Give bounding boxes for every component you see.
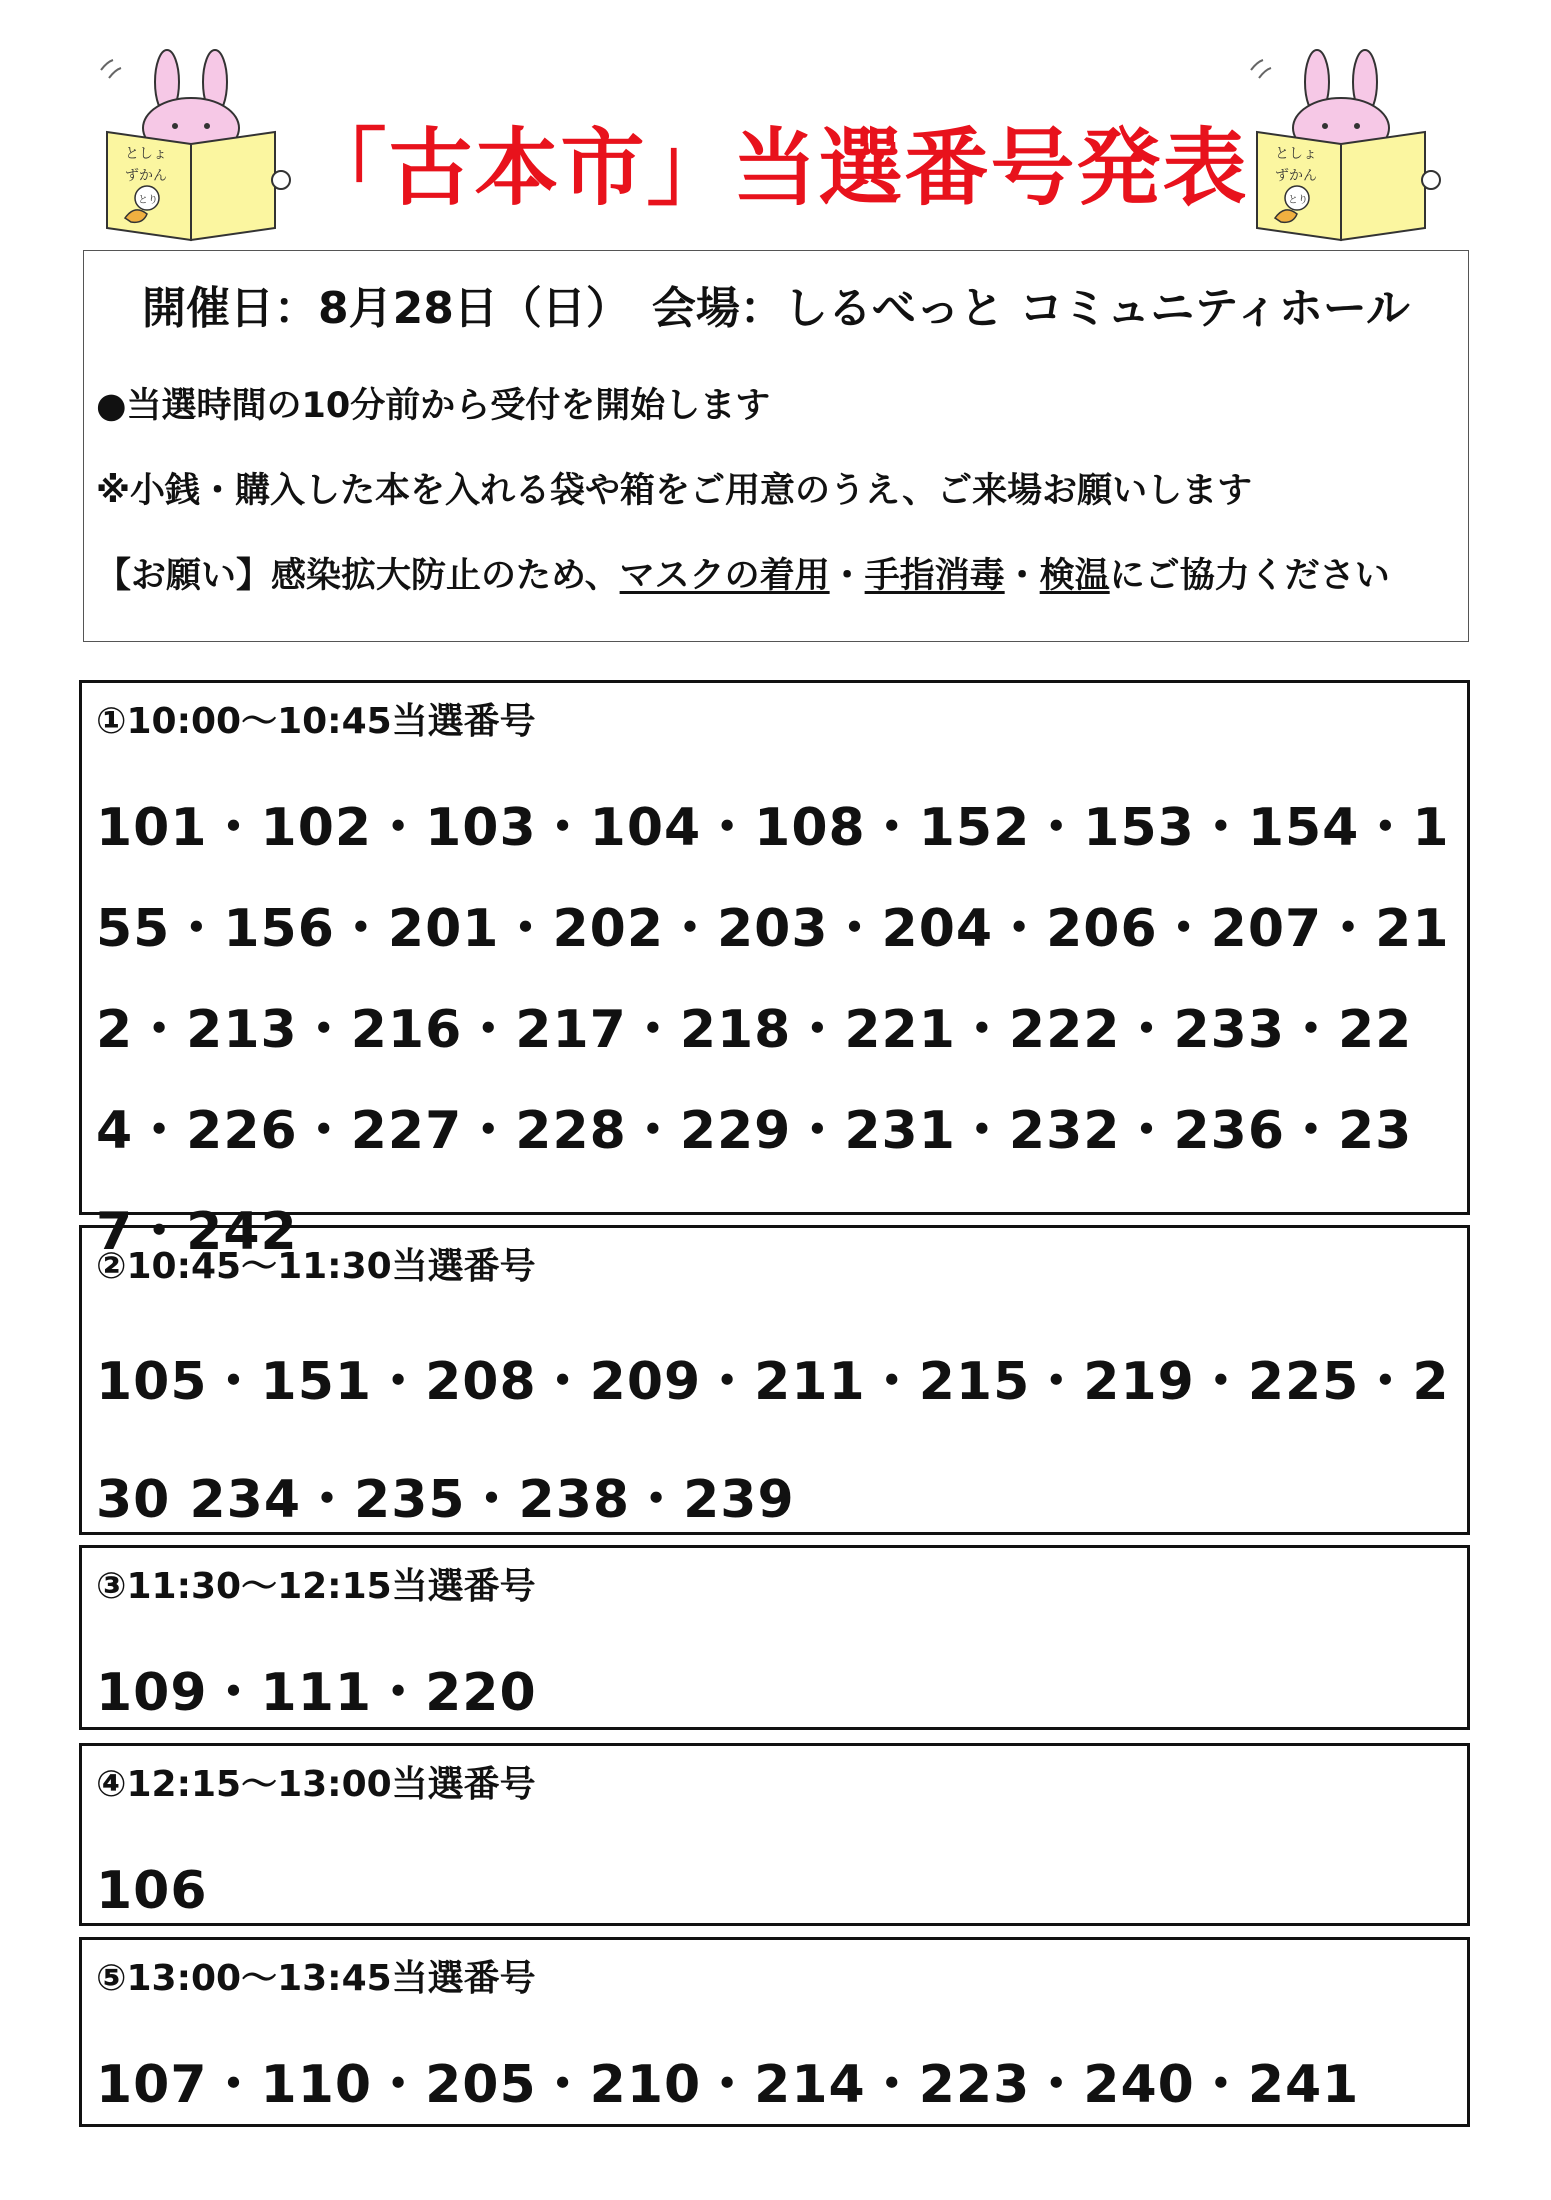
mask-requirement: マスクの着用: [619, 556, 830, 596]
temperature-check-requirement: 検温: [1039, 556, 1110, 596]
draw-box-1: [79, 680, 1470, 1262]
preparation-note: ※小銭・購入した本を入れる袋や箱をご用意のうえ、ご来場お願いします: [96, 471, 1253, 511]
motion-marks: [101, 60, 121, 78]
draw-time-title: ⑤13:00～13:45当選番号: [96, 1958, 536, 1999]
note-suffix: にご協力ください: [1109, 556, 1390, 596]
draw-box-3: [79, 1545, 1470, 1730]
winning-numbers: 105・151・208・209・211・215・219・225・230 234・235・238・239: [96, 1352, 1450, 1530]
draw-box-4: [79, 1743, 1470, 1926]
winning-numbers: 107・110・205・210・214・223・240・241: [96, 2055, 1360, 2115]
book-cover-text: とり: [138, 195, 158, 206]
page-title: 「古本市」当選番号発表: [302, 119, 1249, 217]
draw-time-title: ②10:45～11:30当選番号: [96, 1246, 536, 1287]
event-info-box: [83, 250, 1469, 642]
note-prefix: 【お願い】感染拡大防止のため、: [96, 556, 620, 596]
book-cover-text: としょ: [1275, 146, 1317, 162]
event-date-venue: 開催日：8月28日（日） 会場：しるべっと コミュニティホール: [142, 283, 1410, 334]
winning-numbers: 101・102・103・104・108・152・153・154・155・156・201・202・203・204・206・207・212・213・216・217・218・221・222・233・224・226・227・228・229・231・232・236・237・242: [96, 798, 1450, 1262]
book-cover-text: ずかん: [125, 168, 167, 184]
draw-time-title: ④12:15～13:00当選番号: [96, 1764, 536, 1805]
motion-marks: [1251, 60, 1271, 78]
infection-prevention-note: [96, 551, 1390, 601]
book-cover-text: ずかん: [1275, 168, 1317, 184]
winning-numbers: 109・111・220: [96, 1663, 537, 1723]
draw-time-title: ①10:00～10:45当選番号: [96, 701, 536, 742]
winning-numbers: 106: [96, 1861, 208, 1921]
book-cover-text: としょ: [125, 146, 167, 162]
book-cover-text: とり: [1288, 195, 1308, 206]
separator: ・: [1004, 556, 1040, 596]
draw-time-title: ③11:30～12:15当選番号: [96, 1566, 536, 1607]
hand-sanitize-requirement: 手指消毒: [864, 556, 1005, 596]
draw-box-5: [79, 1937, 1470, 2127]
separator: ・: [829, 556, 865, 596]
reception-note: ●当選時間の10分前から受付を開始します: [96, 386, 771, 426]
draw-box-2: [79, 1225, 1470, 1535]
